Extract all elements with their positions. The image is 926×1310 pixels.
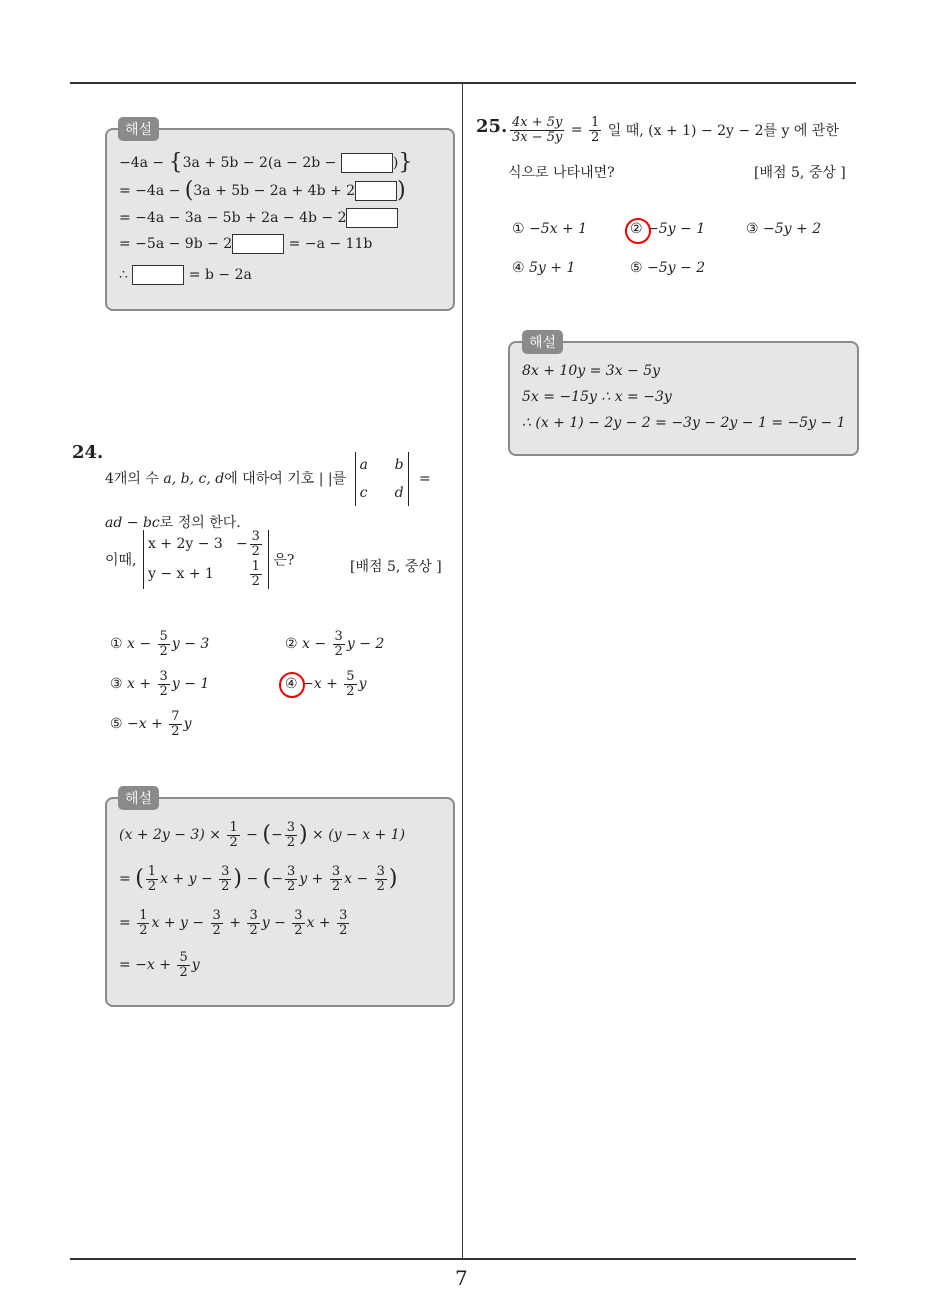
q24-line2: ad − bc로 정의 한다.: [105, 515, 241, 531]
page-number: 7: [455, 1266, 468, 1290]
sol24-line2: = ( $\frac{1}{2}$ x + y − $\frac{3}{2}$ ) − (− $\frac{3}{2}$ y + $\frac{3}{2}$ x − $\frac{3}{2}$ ): [119, 864, 398, 894]
solution-tag-25: 해설: [522, 330, 563, 354]
q24-option-4[interactable]: ④ −x + $\frac{5}{2}$ y: [285, 669, 367, 699]
solution-box-23: [105, 128, 455, 311]
solution-box-25: [508, 341, 859, 456]
sol25-line3: ∴ (x + 1) − 2y − 2 = −3y − 2y − 1 = −5y − 1: [522, 415, 846, 431]
q25-answer-circle: [625, 218, 651, 244]
column-divider: [462, 84, 463, 1259]
sol23-line5: ∴ = b − 2a: [119, 267, 252, 283]
sol23-line2: = −4a − (3a + 5b − 2a + 4b + 2 ): [119, 178, 406, 203]
solution-tag-23: 해설: [118, 117, 159, 141]
q24-points: [배점 5, 중상 ]: [350, 559, 442, 575]
det-b: b: [394, 457, 404, 473]
q24-answer-circle: [279, 672, 305, 698]
sol25-line2: 5x = −15y ∴ x = −3y: [522, 389, 672, 405]
bottom-rule: [70, 1258, 856, 1260]
sol24-line3: = $\frac{1}{2}$ x + y − $\frac{3}{2}$ + $\frac{3}{2}$ y − $\frac{3}{2}$ x + $\frac{3}{2}$: [119, 908, 348, 938]
q25-points: [배점 5, 중상 ]: [754, 165, 846, 181]
sol23-line3: = −4a − 3a − 5b + 2a − 4b − 2: [119, 208, 398, 228]
q24-option-5[interactable]: ⑤ −x + $\frac{7}{2}$ y: [110, 709, 192, 739]
q25-option-2[interactable]: ② −5y − 1: [630, 221, 706, 237]
q25-line2: 식으로 나타내면?: [508, 165, 615, 181]
q24-option-1[interactable]: ① x − $\frac{5}{2}$ y − 3: [110, 629, 210, 659]
q25-option-3[interactable]: ③ −5y + 2: [746, 221, 822, 237]
question-25-number: 25.: [476, 116, 508, 137]
q24-option-3[interactable]: ③ x + $\frac{3}{2}$ y − 1: [110, 669, 210, 699]
solution-box-24: [105, 797, 455, 1007]
det-d: d: [394, 485, 404, 501]
top-rule: [70, 82, 856, 84]
sol24-line1: (x + 2y − 3) × $\frac{1}{2}$ − (− $\frac{3}{2}$ ) × (y − x + 1): [119, 820, 406, 850]
q25-line1: $\frac{4x + 5y}{3x - 5y}$ = $\frac{1}{2}$ 일 때, (x + 1) − 2y − 2를 y 에 관한: [512, 115, 839, 145]
q25-option-4[interactable]: ④ 5y + 1: [512, 260, 576, 276]
det-c: c: [359, 485, 368, 501]
solution-tag-24: 해설: [118, 786, 159, 810]
sol23-line4: = −5a − 9b − 2 = −a − 11b: [119, 236, 373, 252]
q25-option-1[interactable]: ① −5x + 1: [512, 221, 588, 237]
sol25-line1: 8x + 10y = 3x − 5y: [522, 363, 661, 379]
q24-line1: 4개의 수 a, b, c, d에 대하여 기호 | |를 a b c d =: [105, 452, 431, 506]
q24-line3: 이때, x + 2y − 3 − $\frac{3}{2}$ y − x + 1 $\frac{1}{2}$ 은?: [105, 529, 295, 589]
sol24-line4: = −x + $\frac{5}{2}$ y: [119, 950, 200, 980]
q25-option-5[interactable]: ⑤ −5y − 2: [630, 260, 706, 276]
q24-option-2[interactable]: ② x − $\frac{3}{2}$ y − 2: [285, 629, 385, 659]
sol23-line1: −4a − {3a + 5b − 2(a − 2b − )}: [119, 150, 413, 175]
question-24-number: 24.: [72, 442, 104, 463]
det-a: a: [359, 457, 368, 473]
